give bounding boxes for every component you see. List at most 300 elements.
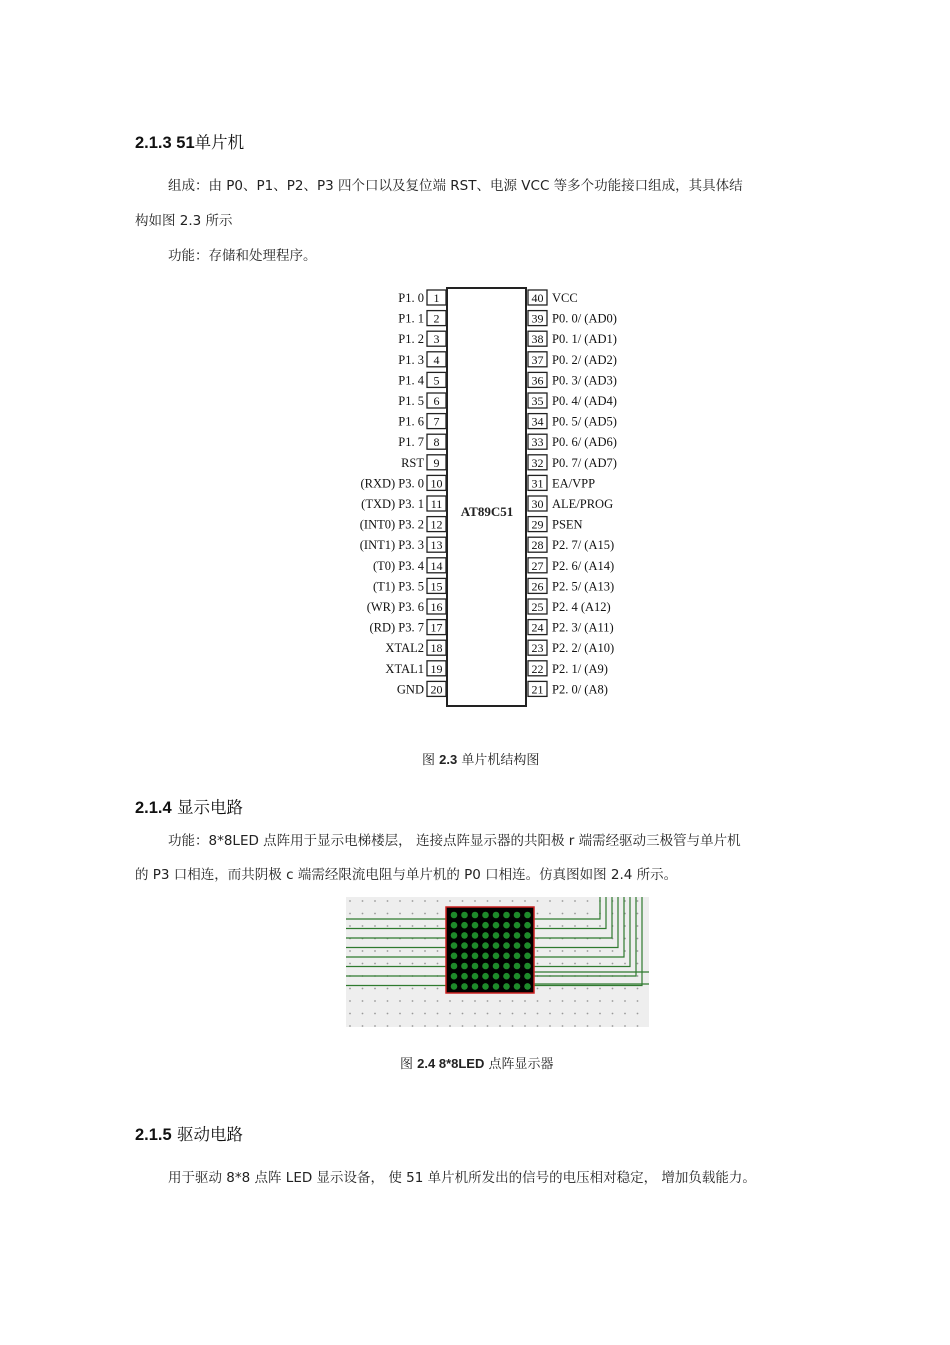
grid-dot (512, 900, 514, 902)
grid-dot (537, 988, 539, 990)
pin-label: P1. 4 (398, 373, 424, 388)
pin-number: 35 (531, 394, 544, 408)
paragraph-function: 功能：存储和处理程序。 (168, 248, 317, 264)
pin-27 (528, 558, 614, 573)
led-dot (461, 932, 468, 939)
pin-label: (T1) P3. 5 (372, 579, 424, 594)
grid-dot (387, 963, 389, 965)
led-dot (482, 973, 489, 980)
led-dot (461, 922, 468, 929)
led-dot (524, 922, 531, 929)
grid-dot (637, 950, 639, 952)
right-pin-group (528, 290, 617, 696)
section-number: 2.1.4 (135, 799, 172, 817)
led-dot (524, 912, 531, 919)
grid-dot (362, 1000, 364, 1002)
grid-dot (349, 1013, 351, 1015)
grid-dot (474, 1025, 476, 1027)
grid-dot (424, 950, 426, 952)
pin-5 (398, 372, 446, 387)
grid-dot (524, 1025, 526, 1027)
grid-dot (512, 1025, 514, 1027)
left-pin-group (360, 290, 446, 696)
figure-2-3-caption (422, 749, 539, 768)
pin-40 (528, 290, 578, 305)
grid-dot (437, 1013, 439, 1015)
led-dot (472, 932, 479, 939)
grid-dot (574, 1025, 576, 1027)
grid-dot (512, 1013, 514, 1015)
led-dot (503, 932, 510, 939)
grid-dot (362, 988, 364, 990)
grid-dot (587, 950, 589, 952)
pin-34 (528, 414, 617, 429)
pin-14 (373, 558, 446, 573)
pin-number: 9 (433, 455, 440, 470)
led-dot (514, 973, 521, 980)
grid-dot (562, 950, 564, 952)
grid-dot (624, 1000, 626, 1002)
led-dot (451, 983, 458, 990)
grid-dot (374, 963, 376, 965)
grid-dot (562, 900, 564, 902)
grid-dot (349, 1000, 351, 1002)
grid-dot (387, 925, 389, 927)
pin-label: P1. 1 (398, 311, 424, 326)
grid-dot (399, 925, 401, 927)
pin-number: 18 (430, 641, 443, 656)
paragraph-driver: 用于驱动 8*8 点阵 LED 显示设备， 使 51 单片机所发出的信号的电压相对稳定， 增加负载能力。 (168, 1170, 756, 1186)
pin-6 (398, 393, 446, 408)
led-dot (472, 942, 479, 949)
led-dot (524, 973, 531, 980)
grid-dot (474, 1013, 476, 1015)
pin-label: (TXD) P3. 1 (361, 497, 424, 511)
pin-number: 10 (430, 476, 443, 491)
grid-dot (462, 1025, 464, 1027)
section-heading-2-1-5 (135, 1121, 243, 1145)
pin-label: P1. 6 (398, 414, 424, 429)
grid-dot (499, 1000, 501, 1002)
pin-7 (398, 414, 446, 429)
grid-dot (424, 1000, 426, 1002)
grid-dot (562, 963, 564, 965)
grid-dot (437, 1025, 439, 1027)
grid-dot (574, 925, 576, 927)
grid-dot (399, 913, 401, 915)
pin-number: 12 (430, 517, 443, 532)
pin-2 (398, 311, 446, 326)
pin-22 (528, 661, 608, 676)
led-dot (461, 963, 468, 970)
section-title: 单片机 (194, 133, 245, 152)
grid-dot (462, 1000, 464, 1002)
grid-dot (637, 975, 639, 977)
pin-28 (528, 537, 614, 552)
grid-dot (637, 925, 639, 927)
grid-dot (387, 900, 389, 902)
led-dot (524, 932, 531, 939)
pin-label: P2. 1/ (A9) (552, 661, 608, 676)
pin-number: 29 (531, 517, 544, 532)
pin-label: P0. 7/ (AD7) (552, 455, 617, 470)
caption-number: 2.4 8*8LED (417, 1056, 485, 1071)
grid-dot (437, 925, 439, 927)
pin-38 (528, 331, 617, 346)
grid-dot (637, 938, 639, 940)
pin-label: RST (401, 455, 424, 470)
led-dot (493, 963, 500, 970)
pin-number: 15 (430, 579, 443, 594)
pin-number: 27 (531, 558, 544, 573)
section-number: 2.1.3 51 (135, 134, 195, 152)
section-heading-2-1-3 (135, 129, 244, 153)
caption-number: 2.3 (439, 752, 458, 767)
led-dot (514, 912, 521, 919)
grid-dot (549, 900, 551, 902)
led-dot (461, 912, 468, 919)
led-dot (482, 912, 489, 919)
grid-dot (637, 1000, 639, 1002)
grid-dot (499, 1013, 501, 1015)
pin-label: P1. 0 (398, 291, 424, 305)
pin-33 (528, 434, 617, 449)
led-dot (472, 922, 479, 929)
grid-dot (487, 1000, 489, 1002)
pin-label: (RXD) P3. 0 (360, 476, 424, 491)
pin-1 (398, 290, 446, 305)
grid-dot (487, 1013, 489, 1015)
grid-dot (587, 1025, 589, 1027)
pin-label: (WR) P3. 6 (366, 600, 424, 614)
pin-number: 16 (430, 600, 443, 614)
led-dot (482, 953, 489, 960)
pin-13 (360, 537, 446, 552)
grid-dot (412, 1025, 414, 1027)
paragraph-display-line1: 功能：8*8LED 点阵用于显示电梯楼层， 连接点阵显示器的共阳极 r 端需经驱动三极管与单片机 (168, 833, 741, 849)
led-dot (451, 922, 458, 929)
led-dot (493, 922, 500, 929)
pin-number: 24 (531, 620, 544, 635)
pin-label: P1. 2 (398, 332, 424, 347)
grid-dot (524, 1000, 526, 1002)
grid-dot (374, 1013, 376, 1015)
pin-label: (RD) P3. 7 (369, 620, 424, 635)
pin-label: P2. 5/ (A13) (552, 579, 615, 594)
pin-label: XTAL1 (385, 661, 424, 676)
grid-dot (524, 1013, 526, 1015)
grid-dot (599, 1000, 601, 1002)
led-dot (524, 983, 531, 990)
pin-label: P0. 6/ (AD6) (552, 435, 617, 450)
pin-25 (528, 599, 611, 614)
led-dot (514, 963, 521, 970)
pin-9 (401, 455, 446, 470)
pin-number: 31 (531, 476, 544, 491)
pin-label: ALE/PROG (552, 497, 614, 511)
pin-number: 13 (430, 538, 443, 553)
grid-dot (587, 963, 589, 965)
led-dot (461, 953, 468, 960)
grid-dot (612, 1025, 614, 1027)
pin-number: 32 (531, 455, 544, 470)
grid-dot (412, 963, 414, 965)
grid-dot (449, 1025, 451, 1027)
section-heading-2-1-4 (135, 794, 243, 818)
led-dot (472, 953, 479, 960)
pin-label: (INT1) P3. 3 (359, 538, 424, 553)
pin-number: 6 (433, 394, 440, 408)
grid-dot (612, 963, 614, 965)
led-dot (461, 973, 468, 980)
grid-dot (537, 950, 539, 952)
grid-dot (424, 913, 426, 915)
grid-dot (437, 963, 439, 965)
led-dot (524, 942, 531, 949)
grid-dot (562, 1025, 564, 1027)
grid-dot (362, 900, 364, 902)
grid-dot (537, 925, 539, 927)
pin-label: P0. 5/ (AD5) (552, 414, 617, 429)
grid-dot (562, 988, 564, 990)
pin-number: 38 (531, 332, 544, 347)
pin-label: XTAL2 (385, 641, 424, 656)
led-dot (514, 983, 521, 990)
led-dot (451, 953, 458, 960)
led-dot (472, 912, 479, 919)
grid-dot (637, 1013, 639, 1015)
grid-dot (599, 1025, 601, 1027)
led-dot (461, 942, 468, 949)
grid-dot (387, 1000, 389, 1002)
grid-dot (374, 913, 376, 915)
pin-12 (360, 517, 446, 532)
grid-dot (562, 913, 564, 915)
pin-number: 25 (531, 600, 544, 614)
pin-19 (385, 661, 446, 676)
grid-dot (587, 913, 589, 915)
grid-dot (424, 900, 426, 902)
pin-label: GND (396, 682, 424, 697)
pin-label: (INT0) P3. 2 (359, 517, 424, 532)
pin-number: 22 (531, 661, 544, 676)
grid-dot (399, 963, 401, 965)
grid-dot (362, 963, 364, 965)
grid-dot (412, 1013, 414, 1015)
pin-label: P2. 3/ (A11) (552, 620, 614, 635)
grid-dot (349, 988, 351, 990)
grid-dot (549, 913, 551, 915)
pin-number: 28 (531, 538, 544, 553)
pin-label: P0. 4/ (AD4) (552, 394, 617, 408)
grid-dot (424, 963, 426, 965)
grid-dot (549, 1013, 551, 1015)
led-dot (524, 963, 531, 970)
grid-dot (637, 900, 639, 902)
grid-dot (424, 988, 426, 990)
pin-label: (T0) P3. 4 (372, 558, 424, 573)
pin-4 (398, 352, 446, 367)
pin-39 (528, 311, 617, 326)
grid-dot (449, 900, 451, 902)
grid-dot (537, 1013, 539, 1015)
grid-dot (349, 925, 351, 927)
pin-number: 5 (433, 373, 440, 388)
grid-dot (374, 900, 376, 902)
led-dot (493, 942, 500, 949)
pin-24 (528, 620, 614, 635)
led-dot (493, 973, 500, 980)
grid-dot (537, 1000, 539, 1002)
led-dot (472, 973, 479, 980)
grid-dot (487, 900, 489, 902)
grid-dot (399, 1013, 401, 1015)
pin-18 (385, 640, 446, 655)
grid-dot (374, 925, 376, 927)
grid-dot (562, 1000, 564, 1002)
grid-dot (399, 950, 401, 952)
led-dot (503, 942, 510, 949)
pin-label: PSEN (552, 517, 583, 532)
grid-dot (574, 913, 576, 915)
led-dot (503, 912, 510, 919)
pin-26 (528, 578, 614, 593)
led-dot (503, 953, 510, 960)
grid-dot (437, 900, 439, 902)
grid-dot (387, 950, 389, 952)
pin-11 (361, 496, 446, 511)
grid-dot (424, 1025, 426, 1027)
pin-number: 33 (531, 435, 544, 450)
pin-31 (528, 475, 595, 490)
led-dot (493, 983, 500, 990)
led-dot (482, 932, 489, 939)
grid-dot (587, 900, 589, 902)
grid-dot (437, 1000, 439, 1002)
led-dot (514, 922, 521, 929)
grid-dot (399, 988, 401, 990)
pin-label: P2. 6/ (A14) (552, 558, 615, 573)
led-dot (503, 963, 510, 970)
figure-2-4-led-matrix (346, 897, 649, 1027)
grid-dot (387, 1013, 389, 1015)
grid-dot (574, 1000, 576, 1002)
grid-dot (374, 988, 376, 990)
grid-dot (587, 1013, 589, 1015)
grid-dot (612, 950, 614, 952)
led-dot (503, 973, 510, 980)
grid-dot (387, 913, 389, 915)
grid-dot (637, 988, 639, 990)
pin-label: EA/VPP (552, 476, 596, 491)
grid-dot (462, 1013, 464, 1015)
grid-dot (537, 1025, 539, 1027)
grid-dot (549, 950, 551, 952)
caption-prefix: 图 (422, 753, 436, 768)
pin-37 (528, 352, 617, 367)
paragraph-composition-line2: 构如图 2.3 所示 (135, 213, 233, 229)
grid-dot (449, 1000, 451, 1002)
grid-dot (612, 988, 614, 990)
led-dot (472, 963, 479, 970)
grid-dot (599, 925, 601, 927)
grid-dot (499, 900, 501, 902)
pin-number: 19 (430, 661, 443, 676)
grid-dot (349, 1025, 351, 1027)
grid-dot (362, 925, 364, 927)
pin-label: P0. 0/ (AD0) (552, 311, 617, 326)
led-dot (451, 963, 458, 970)
grid-dot (412, 913, 414, 915)
pin-15 (373, 578, 446, 593)
pin-number: 20 (430, 682, 443, 697)
grid-dot (449, 1013, 451, 1015)
grid-dot (374, 1000, 376, 1002)
grid-dot (362, 1013, 364, 1015)
pin-number: 34 (531, 414, 544, 429)
grid-dot (549, 988, 551, 990)
grid-dot (349, 963, 351, 965)
pin-label: P0. 2/ (AD2) (552, 352, 617, 367)
pin-16 (367, 599, 446, 614)
led-dot (514, 942, 521, 949)
grid-dot (412, 988, 414, 990)
led-dot (514, 953, 521, 960)
pin-number: 26 (531, 579, 544, 594)
pin-number: 37 (531, 352, 544, 367)
caption-prefix: 图 (400, 1057, 414, 1072)
pin-30 (528, 496, 613, 511)
grid-dot (587, 1000, 589, 1002)
grid-dot (624, 963, 626, 965)
pin-17 (369, 620, 446, 635)
grid-dot (412, 900, 414, 902)
section-title: 显示电路 (176, 798, 243, 817)
pin-number: 4 (433, 352, 440, 367)
led-dot (503, 922, 510, 929)
grid-dot (412, 925, 414, 927)
grid-dot (362, 1025, 364, 1027)
caption-text: 点阵显示器 (488, 1057, 554, 1072)
pin-label: P2. 4 (A12) (552, 600, 611, 614)
pin-36 (528, 372, 617, 387)
grid-dot (412, 1000, 414, 1002)
grid-dot (487, 1025, 489, 1027)
pin-label: P2. 0/ (A8) (552, 682, 608, 697)
pin-35 (528, 393, 617, 408)
led-dot (461, 983, 468, 990)
pin-number: 3 (433, 332, 440, 347)
grid-dot (574, 900, 576, 902)
led-dot (493, 912, 500, 919)
grid-dot (587, 988, 589, 990)
grid-dot (549, 1000, 551, 1002)
grid-dot (599, 963, 601, 965)
grid-dot (437, 988, 439, 990)
led-dot (482, 963, 489, 970)
grid-dot (387, 1025, 389, 1027)
grid-dot (537, 963, 539, 965)
pin-label: VCC (552, 291, 578, 305)
grid-dot (587, 925, 589, 927)
grid-dot (462, 900, 464, 902)
grid-dot (624, 988, 626, 990)
figure-2-3-pinout-diagram (330, 280, 650, 720)
led-dot (482, 942, 489, 949)
led-matrix-body (446, 907, 534, 993)
grid-dot (499, 1025, 501, 1027)
grid-dot (549, 1025, 551, 1027)
